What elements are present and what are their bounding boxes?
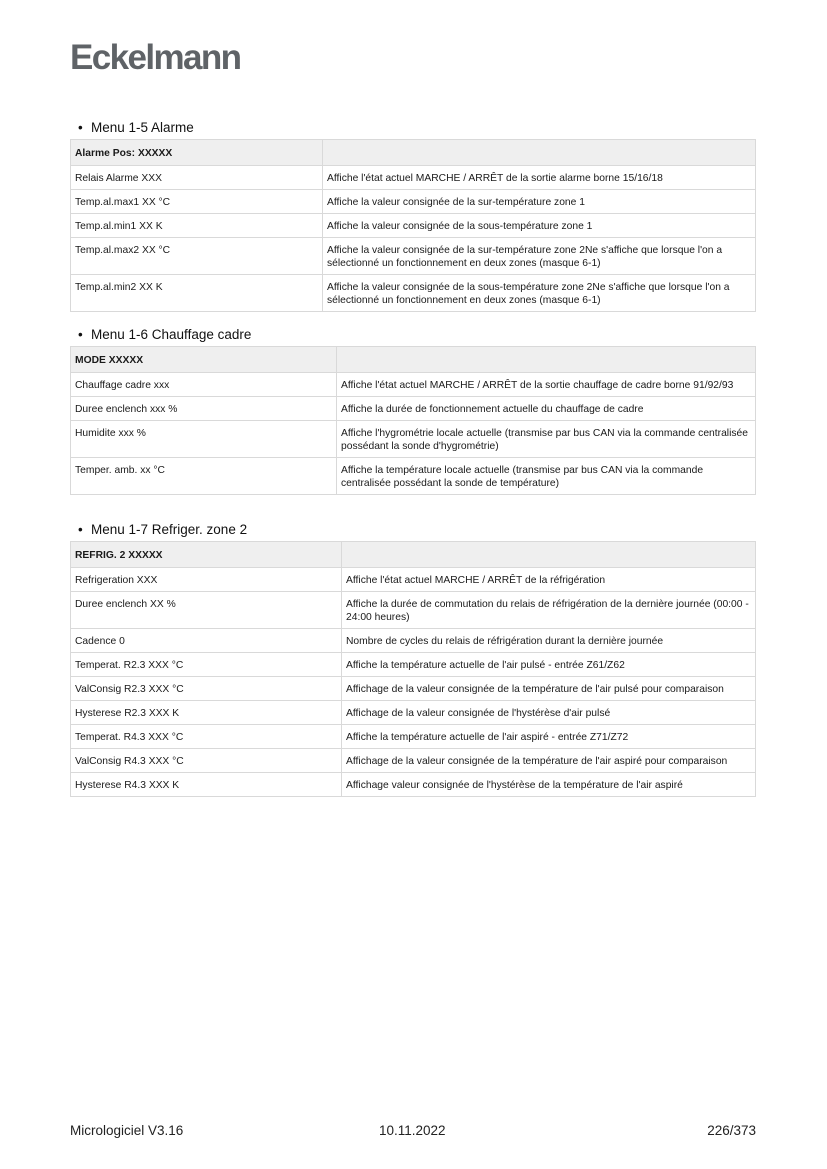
description-cell: Affiche la durée de fonctionnement actuelle du chauffage de cadre <box>337 397 756 421</box>
parameter-cell: ValConsig R2.3 XXX °C <box>71 677 342 701</box>
table-row <box>71 214 756 238</box>
section-title-text: Menu 1-7 Refriger. zone 2 <box>91 522 248 537</box>
table-row <box>71 373 756 397</box>
section-title-alarme <box>78 120 194 135</box>
description-cell: Affiche la température actuelle de l'air pulsé - entrée Z61/Z62 <box>342 653 756 677</box>
description-cell: Affiche la valeur consignée de la sous-température zone 1 <box>323 214 756 238</box>
table-row <box>71 592 756 629</box>
table-row <box>71 190 756 214</box>
description-cell: Affiche la température locale actuelle (transmise par bus CAN via la commande centralisée possédant la sonde de température) <box>337 458 756 495</box>
table-row <box>71 275 756 312</box>
parameter-cell: Cadence 0 <box>71 629 342 653</box>
table-row <box>71 458 756 495</box>
parameter-cell: Chauffage cadre xxx <box>71 373 337 397</box>
section-title-text: Menu 1-6 Chauffage cadre <box>91 327 252 342</box>
section-title-text: Menu 1-5 Alarme <box>91 120 194 135</box>
table-row <box>71 677 756 701</box>
parameter-cell: Hysterese R2.3 XXX K <box>71 701 342 725</box>
eckelmann-logo: Eckelmann <box>70 38 241 77</box>
table-header-row <box>71 542 756 568</box>
parameter-cell: Humidite xxx % <box>71 421 337 458</box>
table-header-row <box>71 140 756 166</box>
parameter-cell: Temperat. R4.3 XXX °C <box>71 725 342 749</box>
table-row <box>71 421 756 458</box>
footer-page-number: 226/373 <box>707 1123 756 1138</box>
description-cell: Nombre de cycles du relais de réfrigération durant la dernière journée <box>342 629 756 653</box>
table-row <box>71 773 756 797</box>
description-cell: Affiche l'hygrométrie locale actuelle (transmise par bus CAN via la commande centralisée possédant la sonde d'hygrométrie) <box>337 421 756 458</box>
table-header-cell: Alarme Pos: XXXXX <box>71 140 323 166</box>
parameter-cell: Temper. amb. xx °C <box>71 458 337 495</box>
parameter-cell: Temp.al.min2 XX K <box>71 275 323 312</box>
parameter-cell: Temp.al.max1 XX °C <box>71 190 323 214</box>
section-title-chauffage <box>78 327 251 342</box>
table-row <box>71 397 756 421</box>
table-header-cell <box>323 140 756 166</box>
table-header-cell <box>337 347 756 373</box>
parameter-cell: Duree enclench XX % <box>71 592 342 629</box>
parameter-cell: Duree enclench xxx % <box>71 397 337 421</box>
table-refrig <box>70 541 756 797</box>
table-alarme <box>70 139 756 312</box>
parameter-cell: Temperat. R2.3 XXX °C <box>71 653 342 677</box>
footer-date: 10.11.2022 <box>379 1123 446 1138</box>
description-cell: Affiche l'état actuel MARCHE / ARRÊT de la sortie chauffage de cadre borne 91/92/93 <box>337 373 756 397</box>
description-cell: Affiche l'état actuel MARCHE / ARRÊT de la sortie alarme borne 15/16/18 <box>323 166 756 190</box>
table-chauffage <box>70 346 756 495</box>
table-row <box>71 568 756 592</box>
description-cell: Affiche la température actuelle de l'air aspiré - entrée Z71/Z72 <box>342 725 756 749</box>
table-row <box>71 749 756 773</box>
table-header-row <box>71 347 756 373</box>
parameter-cell: Relais Alarme XXX <box>71 166 323 190</box>
footer-software-version: Micrologiciel V3.16 <box>70 1123 184 1138</box>
parameter-cell: ValConsig R4.3 XXX °C <box>71 749 342 773</box>
description-cell: Affichage de la valeur consignée de la température de l'air aspiré pour comparaison <box>342 749 756 773</box>
table-row <box>71 701 756 725</box>
description-cell: Affichage de la valeur consignée de l'hystérèse d'air pulsé <box>342 701 756 725</box>
table-header-cell <box>342 542 756 568</box>
description-cell: Affiche l'état actuel MARCHE / ARRÊT de la réfrigération <box>342 568 756 592</box>
table-row <box>71 629 756 653</box>
table-row <box>71 238 756 275</box>
description-cell: Affiche la durée de commutation du relais de réfrigération de la dernière journée (00:00 - 24:00 heures) <box>342 592 756 629</box>
table-header-cell: MODE XXXXX <box>71 347 337 373</box>
table-row <box>71 725 756 749</box>
bullet-icon: • <box>78 522 83 537</box>
description-cell: Affiche la valeur consignée de la sur-température zone 2Ne s'affiche que lorsque l'on a sélectionné un fonctionnement en deux zones (masque 6-1) <box>323 238 756 275</box>
description-cell: Affichage de la valeur consignée de la température de l'air pulsé pour comparaison <box>342 677 756 701</box>
bullet-icon: • <box>78 120 83 135</box>
parameter-cell: Temp.al.min1 XX K <box>71 214 323 238</box>
parameter-cell: Refrigeration XXX <box>71 568 342 592</box>
section-title-refrig <box>78 522 247 537</box>
description-cell: Affiche la valeur consignée de la sur-température zone 1 <box>323 190 756 214</box>
parameter-cell: Hysterese R4.3 XXX K <box>71 773 342 797</box>
description-cell: Affiche la valeur consignée de la sous-température zone 2Ne s'affiche que lorsque l'on a sélectionné un fonctionnement en deux zones (masque 6-1) <box>323 275 756 312</box>
table-row <box>71 166 756 190</box>
bullet-icon: • <box>78 327 83 342</box>
table-header-cell: REFRIG. 2 XXXXX <box>71 542 342 568</box>
description-cell: Affichage valeur consignée de l'hystérèse de la température de l'air aspiré <box>342 773 756 797</box>
table-row <box>71 653 756 677</box>
parameter-cell: Temp.al.max2 XX °C <box>71 238 323 275</box>
